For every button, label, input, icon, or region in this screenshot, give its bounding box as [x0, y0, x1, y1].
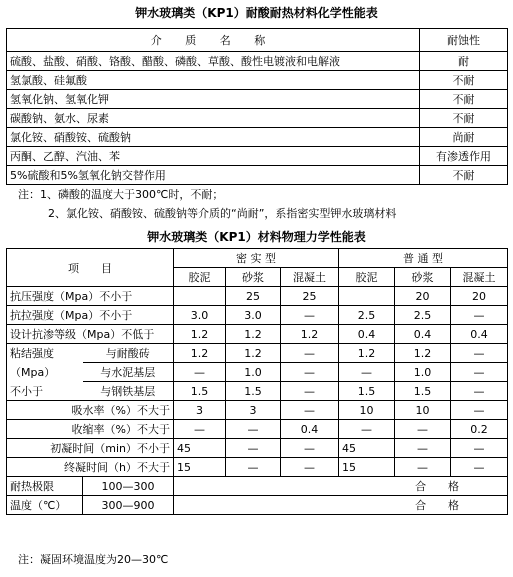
row-label: 初凝时间（min）不小于	[7, 439, 174, 458]
medium-cell: 5%硫酸和5%氢氧化钠交替作用	[7, 166, 420, 185]
value-cell: —	[451, 382, 508, 401]
value-cell: 45	[174, 439, 226, 458]
value-cell: 3	[174, 401, 226, 420]
value-cell: —	[395, 420, 451, 439]
row-label: 收缩率（%）不大于	[7, 420, 174, 439]
value-cell: —	[281, 382, 339, 401]
value-cell: —	[281, 401, 339, 420]
value-cell	[174, 287, 226, 306]
value-cell: 1.0	[226, 363, 281, 382]
resistance-cell: 有渗透作用	[420, 147, 508, 166]
value-cell: 1.5	[395, 382, 451, 401]
medium-cell: 丙酮、乙醇、汽油、苯	[7, 147, 420, 166]
bond-strength-min: 不小于	[7, 382, 83, 401]
value-cell: —	[281, 344, 339, 363]
medium-cell: 氢氧化钠、氢氧化钾	[7, 90, 420, 109]
value-cell: —	[395, 439, 451, 458]
value-cell: 15	[339, 458, 395, 477]
subheader-cell: 混凝土	[451, 268, 508, 287]
table2-note: 注：凝固环境温度为20—30℃	[18, 553, 169, 566]
value-cell: 3.0	[226, 306, 281, 325]
table-row	[7, 109, 508, 128]
subheader-cell: 砂浆	[226, 268, 281, 287]
value-cell: —	[226, 420, 281, 439]
resistance-cell: 耐	[420, 52, 508, 71]
table-row	[7, 363, 508, 382]
heat-limit-label: 耐热极限	[7, 477, 83, 496]
header-dense-type: 密 实 型	[174, 249, 339, 268]
resistance-cell: 不耐	[420, 109, 508, 128]
value-cell: —	[226, 458, 281, 477]
row-label: 与水泥基层	[83, 363, 174, 382]
row-label: 与耐酸砖	[83, 344, 174, 363]
value-cell: —	[174, 420, 226, 439]
value-cell: 1.5	[226, 382, 281, 401]
row-label: 吸水率（%）不大于	[7, 401, 174, 420]
bond-strength-label: 粘结强度	[7, 344, 83, 363]
value-cell: 1.2	[226, 325, 281, 344]
row-label: 抗压强度（Mpa）不小于	[7, 287, 174, 306]
value-cell: 3	[226, 401, 281, 420]
value-cell: —	[451, 401, 508, 420]
resistance-cell: 不耐	[420, 166, 508, 185]
value-cell: 25	[226, 287, 281, 306]
table-row	[7, 382, 508, 401]
bond-strength-unit: （Mpa）	[7, 363, 83, 382]
value-cell: 1.5	[339, 382, 395, 401]
medium-cell: 氯化铵、硝酸铵、硫酸钠	[7, 128, 420, 147]
medium-cell: 氢氯酸、硅氟酸	[7, 71, 420, 90]
row-label: 与钢铁基层	[83, 382, 174, 401]
value-cell: 0.4	[339, 325, 395, 344]
header-medium: 介 质 名 称	[7, 29, 420, 52]
medium-cell: 硫酸、盐酸、硝酸、铬酸、醋酸、磷酸、草酸、酸性电镀液和电解液	[7, 52, 420, 71]
table-row	[7, 166, 508, 185]
table-row	[7, 306, 508, 325]
table-row	[7, 439, 508, 458]
table-row	[7, 128, 508, 147]
table2-title: 钾水玻璃类（KP1）材料物理力学性能表	[147, 230, 366, 244]
table1-note-1: 注：1、磷酸的温度大于300℃时，不耐；	[18, 188, 224, 201]
value-cell: —	[451, 363, 508, 382]
value-cell: 1.5	[174, 382, 226, 401]
header-item: 项 目	[7, 249, 174, 287]
heat-result-cell: 合 格	[174, 496, 508, 515]
table-header-row	[7, 249, 508, 268]
table-row	[7, 147, 508, 166]
table-row	[7, 52, 508, 71]
table-row	[7, 496, 508, 515]
row-label: 抗拉强度（Mpa）不小于	[7, 306, 174, 325]
header-normal-type: 普 通 型	[339, 249, 508, 268]
value-cell: —	[395, 458, 451, 477]
value-cell: 10	[395, 401, 451, 420]
value-cell: 1.2	[281, 325, 339, 344]
heat-range-cell: 300—900	[83, 496, 174, 515]
value-cell: —	[451, 306, 508, 325]
table-header-row	[7, 29, 508, 52]
table-row	[7, 458, 508, 477]
table-row	[7, 325, 508, 344]
table1-note-2: 2、氯化铵、硝酸铵、硫酸钠等介质的“尚耐”，系指密实型钾水玻璃材料	[48, 207, 397, 220]
value-cell: 20	[395, 287, 451, 306]
value-cell: 2.5	[339, 306, 395, 325]
resistance-cell: 不耐	[420, 90, 508, 109]
table-row	[7, 90, 508, 109]
row-label: 终凝时间（h）不大于	[7, 458, 174, 477]
value-cell: —	[281, 439, 339, 458]
value-cell: —	[174, 363, 226, 382]
value-cell: 3.0	[174, 306, 226, 325]
subheader-cell: 胶泥	[339, 268, 395, 287]
table-row	[7, 344, 508, 363]
table-row	[7, 71, 508, 90]
heat-result-cell: 合 格	[174, 477, 508, 496]
value-cell: 1.2	[395, 344, 451, 363]
value-cell: 15	[174, 458, 226, 477]
value-cell: —	[281, 363, 339, 382]
value-cell: 1.2	[174, 344, 226, 363]
subheader-cell: 混凝土	[281, 268, 339, 287]
value-cell: 25	[281, 287, 339, 306]
heat-range-cell: 100—300	[83, 477, 174, 496]
row-label: 设计抗渗等级（Mpa）不低于	[7, 325, 174, 344]
value-cell: 2.5	[395, 306, 451, 325]
value-cell: —	[339, 420, 395, 439]
value-cell: —	[339, 363, 395, 382]
value-cell: —	[451, 344, 508, 363]
value-cell: 1.0	[395, 363, 451, 382]
header-resistance: 耐蚀性	[420, 29, 508, 52]
heat-limit-temperature: 温度（℃）	[7, 496, 83, 515]
table-row	[7, 420, 508, 439]
table1-title: 钾水玻璃类（KP1）耐酸耐热材料化学性能表	[135, 6, 378, 20]
value-cell: 1.2	[174, 325, 226, 344]
value-cell: 0.4	[395, 325, 451, 344]
value-cell: —	[226, 439, 281, 458]
resistance-cell: 不耐	[420, 71, 508, 90]
value-cell: 20	[451, 287, 508, 306]
value-cell	[339, 287, 395, 306]
value-cell: —	[281, 306, 339, 325]
value-cell: 1.2	[339, 344, 395, 363]
value-cell: 0.4	[451, 325, 508, 344]
value-cell: 1.2	[226, 344, 281, 363]
value-cell: —	[281, 458, 339, 477]
chemical-resistance-table	[6, 28, 508, 185]
value-cell: 45	[339, 439, 395, 458]
value-cell: 0.2	[451, 420, 508, 439]
subheader-cell: 砂浆	[395, 268, 451, 287]
value-cell: 0.4	[281, 420, 339, 439]
subheader-cell: 胶泥	[174, 268, 226, 287]
table-row	[7, 401, 508, 420]
table-row	[7, 287, 508, 306]
table-row	[7, 477, 508, 496]
value-cell: 10	[339, 401, 395, 420]
medium-cell: 碳酸钠、氨水、尿素	[7, 109, 420, 128]
value-cell: —	[451, 439, 508, 458]
resistance-cell: 尚耐	[420, 128, 508, 147]
value-cell: —	[451, 458, 508, 477]
physical-properties-table	[6, 248, 508, 515]
